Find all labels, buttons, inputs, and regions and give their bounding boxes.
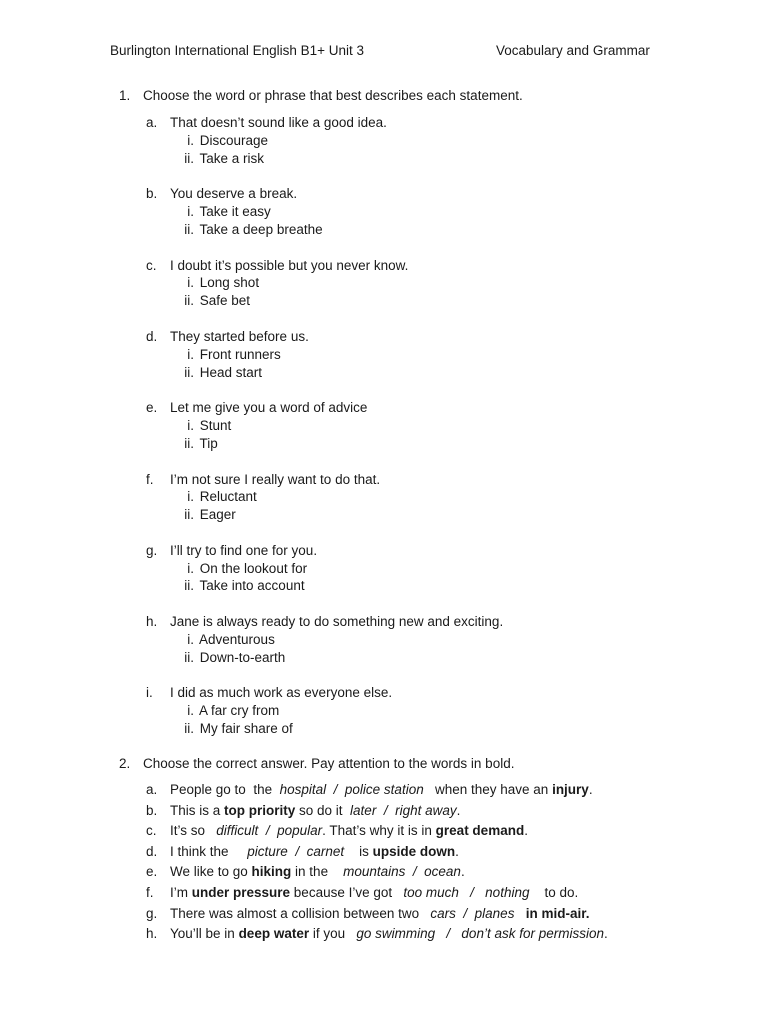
answer-choice: nothing bbox=[485, 885, 530, 900]
header-section-title: Vocabulary and Grammar bbox=[496, 43, 650, 58]
question-2-item bbox=[146, 823, 528, 838]
question-1-item bbox=[146, 614, 503, 629]
answer-option bbox=[172, 293, 250, 308]
option-text: Adventurous bbox=[199, 631, 275, 647]
question-2-item bbox=[146, 926, 608, 941]
option-text: Head start bbox=[199, 364, 263, 380]
answer-choice: right away bbox=[395, 802, 457, 818]
sentence-text: You’ll be in bbox=[170, 926, 239, 942]
answer-option bbox=[172, 578, 305, 593]
item-statement: I doubt it’s possible but you never know. bbox=[170, 257, 409, 273]
answer-choice: carnet bbox=[306, 843, 345, 859]
sentence-text: in the bbox=[291, 864, 344, 880]
item-statement: Let me give you a word of advice bbox=[170, 400, 368, 416]
sentence-text: to do. bbox=[529, 885, 579, 900]
question-1-title bbox=[119, 88, 523, 103]
bold-keyword: great demand bbox=[435, 823, 525, 839]
answer-choice: later bbox=[350, 802, 377, 818]
option-numeral: i. bbox=[187, 132, 194, 148]
answer-choice: / bbox=[326, 782, 345, 797]
item-label: g. bbox=[146, 542, 158, 558]
option-text: Stunt bbox=[199, 418, 232, 433]
option-numeral: ii. bbox=[184, 221, 194, 237]
answer-choice: don’t ask for permission bbox=[461, 926, 604, 942]
item-label: d. bbox=[146, 843, 158, 859]
item-label: d. bbox=[146, 328, 158, 344]
answer-choice: too much bbox=[403, 885, 459, 900]
item-label: c. bbox=[146, 823, 157, 839]
sentence-text: I’m bbox=[170, 885, 192, 900]
option-numeral: i. bbox=[187, 204, 194, 220]
option-numeral: ii. bbox=[184, 150, 194, 166]
sentence-text: . That’s why it is in bbox=[322, 823, 436, 839]
item-statement: They started before us. bbox=[170, 328, 309, 344]
option-numeral: i. bbox=[187, 703, 194, 719]
question-2-item bbox=[146, 803, 460, 818]
answer-choice: / bbox=[455, 905, 475, 921]
answer-option bbox=[172, 222, 323, 237]
answer-choice: mountains bbox=[343, 864, 406, 880]
option-text: Long shot bbox=[199, 275, 260, 291]
item-label: h. bbox=[146, 614, 158, 630]
sentence-text: People go to the bbox=[170, 782, 280, 797]
item-label: a. bbox=[146, 782, 158, 797]
answer-choice: police station bbox=[344, 782, 424, 797]
item-label: b. bbox=[146, 802, 158, 818]
question-1-item bbox=[146, 400, 367, 415]
item-statement: I did as much work as everyone else. bbox=[170, 685, 393, 701]
option-text: On the lookout for bbox=[199, 560, 308, 576]
answer-option bbox=[172, 347, 281, 362]
bold-keyword: under pressure bbox=[191, 885, 291, 900]
bold-keyword: injury bbox=[552, 782, 589, 797]
answer-option bbox=[172, 436, 218, 451]
question-1-item bbox=[146, 543, 317, 558]
item-label: f. bbox=[146, 471, 154, 487]
sentence-text: because I’ve got bbox=[290, 885, 404, 900]
sentence-text: is bbox=[344, 843, 373, 859]
question-1-text: Choose the word or phrase that best describes each statement. bbox=[143, 88, 523, 103]
option-text: Take a risk bbox=[199, 150, 265, 166]
sentence-text: I think the bbox=[170, 843, 248, 859]
item-label: h. bbox=[146, 926, 158, 942]
sentence-text: . bbox=[455, 843, 459, 859]
option-text: Down-to-earth bbox=[199, 649, 286, 665]
answer-choice: picture bbox=[247, 843, 288, 859]
sentence-text: . bbox=[603, 926, 608, 942]
option-text: Safe bet bbox=[199, 293, 251, 309]
sentence-text: . bbox=[588, 782, 593, 797]
answer-option bbox=[172, 561, 307, 576]
answer-option bbox=[172, 275, 259, 290]
option-text: Take it easy bbox=[199, 204, 271, 220]
question-2-item bbox=[146, 885, 578, 900]
answer-option bbox=[172, 133, 268, 148]
header-course-title: Burlington International English B1+ Unit 3 bbox=[110, 43, 365, 58]
answer-option bbox=[172, 721, 293, 736]
option-numeral: ii. bbox=[184, 649, 194, 665]
item-label: g. bbox=[146, 905, 158, 921]
sentence-text: We like to go bbox=[170, 864, 252, 880]
item-label: e. bbox=[146, 400, 158, 416]
answer-choice: popular bbox=[277, 823, 323, 839]
answer-choice: planes bbox=[474, 905, 515, 921]
question-1-item bbox=[146, 115, 387, 130]
item-label: b. bbox=[146, 186, 158, 202]
sentence-text: It’s so bbox=[170, 823, 217, 839]
sentence-text: . bbox=[460, 864, 465, 880]
bold-keyword: top priority bbox=[224, 802, 296, 818]
item-statement: I’m not sure I really want to do that. bbox=[170, 471, 381, 487]
answer-choice: difficult bbox=[216, 823, 259, 839]
page-header bbox=[110, 43, 658, 61]
option-text: A far cry from bbox=[199, 703, 280, 719]
item-statement: You deserve a break. bbox=[170, 186, 298, 202]
bold-keyword: upside down bbox=[372, 843, 456, 859]
option-numeral: ii. bbox=[184, 364, 194, 380]
question-2-item bbox=[146, 844, 459, 859]
sentence-text: . bbox=[524, 823, 528, 839]
question-2-text: Choose the correct answer. Pay attention to the words in bold. bbox=[143, 756, 515, 771]
question-2-title bbox=[119, 756, 514, 771]
sentence-text: if you bbox=[309, 926, 357, 942]
bold-keyword: hiking bbox=[251, 864, 292, 880]
option-text: Take into account bbox=[199, 578, 305, 594]
answer-option bbox=[172, 365, 262, 380]
question-1-item bbox=[146, 258, 408, 273]
answer-choice: cars bbox=[430, 905, 456, 921]
answer-option bbox=[172, 507, 236, 522]
option-text: Front runners bbox=[199, 346, 281, 362]
question-1-item bbox=[146, 472, 380, 487]
answer-choice: / bbox=[405, 864, 425, 880]
sentence-text: . bbox=[456, 802, 461, 818]
item-statement: Jane is always ready to do something new and exciting. bbox=[170, 614, 504, 630]
question-1-item bbox=[146, 186, 297, 201]
bold-keyword: deep water bbox=[238, 926, 310, 942]
option-numeral: ii. bbox=[184, 721, 194, 736]
option-numeral: ii. bbox=[184, 578, 194, 594]
sentence-text: There was almost a collision between two bbox=[170, 905, 431, 921]
answer-choice: go swimming bbox=[356, 926, 436, 942]
question-2-item bbox=[146, 782, 593, 797]
option-text: Tip bbox=[199, 435, 218, 451]
option-text: Eager bbox=[199, 507, 236, 523]
sentence-text: so do it bbox=[295, 802, 351, 818]
answer-choice: / bbox=[376, 802, 396, 818]
item-label: f. bbox=[146, 885, 154, 900]
question-1-number: 1. bbox=[119, 88, 131, 103]
option-text: Discourage bbox=[199, 132, 269, 148]
answer-choice: ocean bbox=[424, 864, 461, 880]
option-numeral: ii. bbox=[184, 435, 194, 451]
answer-option bbox=[172, 204, 271, 219]
option-numeral: i. bbox=[187, 560, 194, 576]
answer-option bbox=[172, 703, 279, 718]
option-numeral: ii. bbox=[184, 507, 194, 523]
bold-keyword: in mid-air. bbox=[525, 905, 590, 921]
sentence-text: when they have an bbox=[423, 782, 553, 797]
option-numeral: i. bbox=[187, 275, 194, 291]
answer-option bbox=[172, 489, 257, 504]
option-numeral: i. bbox=[187, 631, 194, 647]
answer-option bbox=[172, 650, 285, 665]
answer-choice: / bbox=[435, 926, 462, 942]
option-text: My fair share of bbox=[199, 721, 293, 736]
answer-option bbox=[172, 632, 275, 647]
sentence-text: This is a bbox=[170, 802, 225, 818]
question-2-item bbox=[146, 864, 465, 879]
sentence-text bbox=[514, 906, 525, 921]
option-text: Take a deep breathe bbox=[199, 221, 323, 237]
item-label: e. bbox=[146, 864, 158, 880]
item-statement: I’ll try to find one for you. bbox=[170, 542, 318, 558]
option-numeral: i. bbox=[187, 346, 194, 362]
question-2-item bbox=[146, 906, 589, 921]
answer-option bbox=[172, 418, 231, 433]
option-text: Reluctant bbox=[199, 489, 257, 505]
item-statement: That doesn’t sound like a good idea. bbox=[170, 115, 387, 130]
answer-choice: hospital bbox=[279, 782, 327, 797]
question-2-number: 2. bbox=[119, 756, 131, 771]
item-label: a. bbox=[146, 115, 158, 130]
item-label: c. bbox=[146, 257, 157, 273]
question-1-item bbox=[146, 685, 392, 700]
option-numeral: i. bbox=[187, 489, 194, 505]
question-1-item bbox=[146, 329, 309, 344]
answer-choice: / bbox=[458, 885, 486, 900]
answer-choice: / bbox=[287, 843, 307, 859]
item-label: i. bbox=[146, 685, 153, 701]
answer-choice: / bbox=[258, 823, 278, 839]
answer-option bbox=[172, 151, 264, 166]
option-numeral: ii. bbox=[184, 293, 194, 309]
option-numeral: i. bbox=[187, 418, 194, 433]
